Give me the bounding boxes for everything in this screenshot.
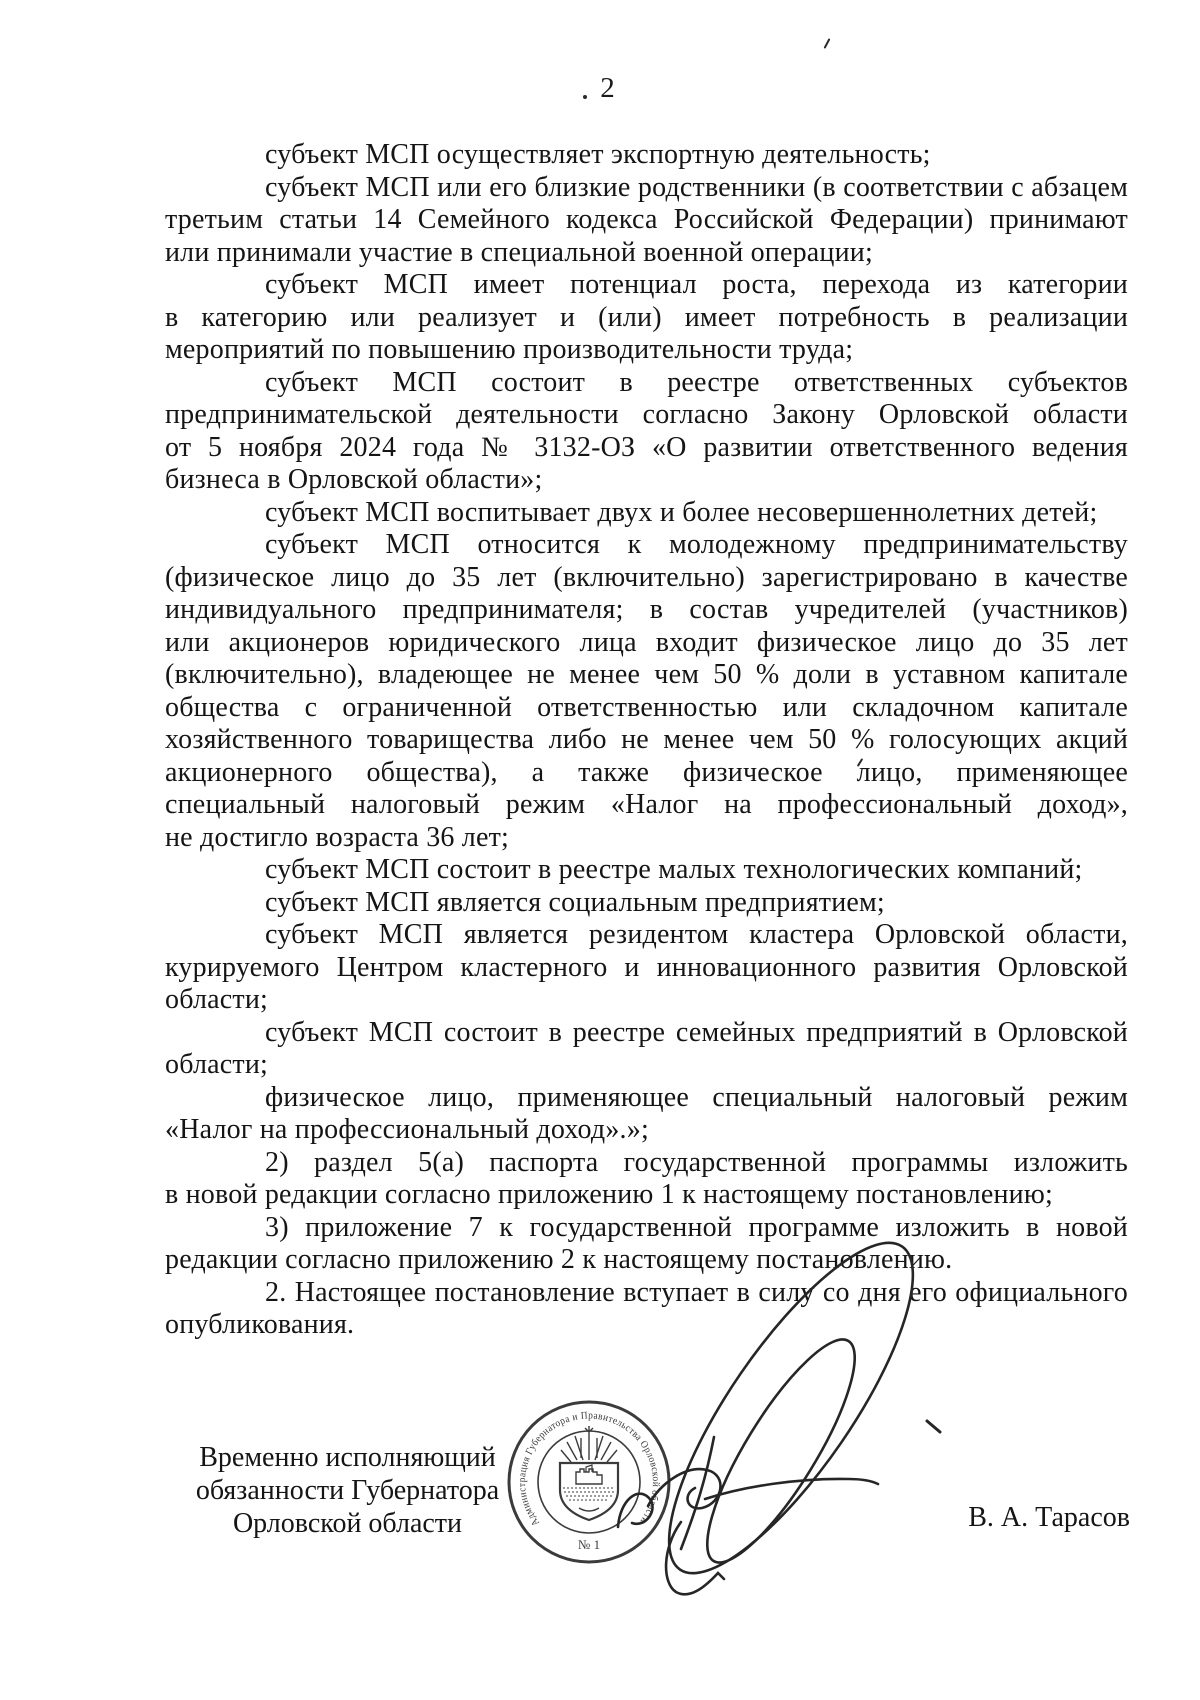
scan-artifact bbox=[824, 38, 831, 49]
text-line: общества с ограниченной ответственностью или складочном капитале bbox=[165, 691, 1128, 723]
scan-artifact bbox=[583, 95, 587, 99]
text-line: субъект МСП является резидентом кластера Орловской области, bbox=[265, 919, 1128, 950]
official-seal bbox=[505, 1398, 673, 1566]
signer-title-line: обязанности Губернатора bbox=[195, 1475, 500, 1506]
text-line: индивидуального предпринимателя; в состав учредителей (участников) bbox=[165, 594, 1128, 625]
text-line: 3) приложение 7 к государственной программе изложить в новой bbox=[265, 1211, 1128, 1243]
text-line: физическое лицо, применяющее специальный налоговый режим bbox=[265, 1081, 1128, 1113]
text-line: субъект МСП является социальным предприятием; bbox=[265, 886, 885, 918]
text-line: (физическое лицо до 35 лет (включительно) зарегистрировано в качестве bbox=[165, 561, 1128, 593]
text-line: в новой редакции согласно приложению 1 к настоящему постановлению; bbox=[165, 1179, 1053, 1210]
text-line: третьим статьи 14 Семейного кодекса Российской Федерации) принимают bbox=[165, 204, 1128, 235]
signer-title-line: Временно исполняющий bbox=[199, 1442, 496, 1473]
text-line: в категорию или реализует и (или) имеет потребность в реализации bbox=[165, 301, 1128, 333]
text-line: или акционеров юридического лица входит физическое лицо до 35 лет bbox=[165, 626, 1128, 658]
text-line: области; bbox=[165, 1049, 268, 1080]
text-line: специальный налоговый режим «Налог на профессиональный доход», bbox=[165, 789, 1128, 820]
signer-title-line: Орловской области bbox=[232, 1508, 463, 1539]
text-line: 2) раздел 5(а) паспорта государственной программы изложить bbox=[265, 1146, 1128, 1178]
page-number: 2 bbox=[600, 72, 615, 104]
text-line: «Налог на профессиональный доход».»; bbox=[165, 1114, 649, 1145]
text-line: субъект МСП осуществляет экспортную деятельность; bbox=[265, 139, 931, 170]
text-line: бизнеса в Орловской области»; bbox=[165, 464, 543, 495]
text-line: хозяйственного товарищества либо не менее чем 50 % голосующих акций bbox=[165, 724, 1128, 755]
text-line: субъект МСП имеет потенциал роста, перехода из категории bbox=[265, 269, 1128, 300]
signer-name: В. А. Тарасов bbox=[968, 1502, 1130, 1533]
text-line: (включительно), владеющее не менее чем 50 % доли в уставном капитале bbox=[165, 659, 1128, 690]
text-line: редакции согласно приложению 2 к настоящему постановлению. bbox=[165, 1244, 953, 1275]
seal-ring-text: Администрация Губернатора и Правительства Орловской области bbox=[516, 1410, 662, 1528]
text-line: курируемого Центром кластерного и инновационного развития Орловской bbox=[165, 951, 1128, 983]
text-line: области; bbox=[165, 984, 268, 1015]
seal-coat-of-arms bbox=[560, 1426, 618, 1520]
text-line: опубликования. bbox=[165, 1309, 355, 1340]
text-line: 2. Настоящее постановление вступает в силу со дня его официального bbox=[265, 1276, 1128, 1308]
text-line: субъект МСП состоит в реестре ответственных субъектов bbox=[265, 366, 1128, 398]
text-line: или принимали участие в специальной военной операции; bbox=[165, 236, 873, 268]
text-line: субъект МСП или его близкие родственники (в соответствии с абзацем bbox=[265, 171, 1128, 203]
signer-title bbox=[190, 1441, 505, 1540]
text-line: субъект МСП воспитывает двух и более несовершеннолетних детей; bbox=[265, 496, 1098, 528]
text-line: предпринимательской деятельности согласно Закону Орловской области bbox=[165, 399, 1128, 430]
text-line: не достигло возраста 36 лет; bbox=[165, 821, 510, 853]
text-line: субъект МСП состоит в реестре малых технологических компаний; bbox=[265, 854, 1083, 885]
text-line: от 5 ноября 2024 года № 3132-ОЗ «О развитии ответственного ведения bbox=[165, 431, 1128, 463]
seal-number: № 1 bbox=[577, 1537, 601, 1552]
text-line: субъект МСП состоит в реестре семейных предприятий в Орловской bbox=[265, 1016, 1128, 1048]
document-body bbox=[165, 139, 1128, 1342]
text-line: субъект МСП относится к молодежному предпринимательству bbox=[265, 529, 1128, 560]
text-line: мероприятий по повышению производительности труда; bbox=[165, 334, 854, 365]
text-line: акционерного общества), а также физическое лицо, применяющее bbox=[165, 756, 1128, 788]
